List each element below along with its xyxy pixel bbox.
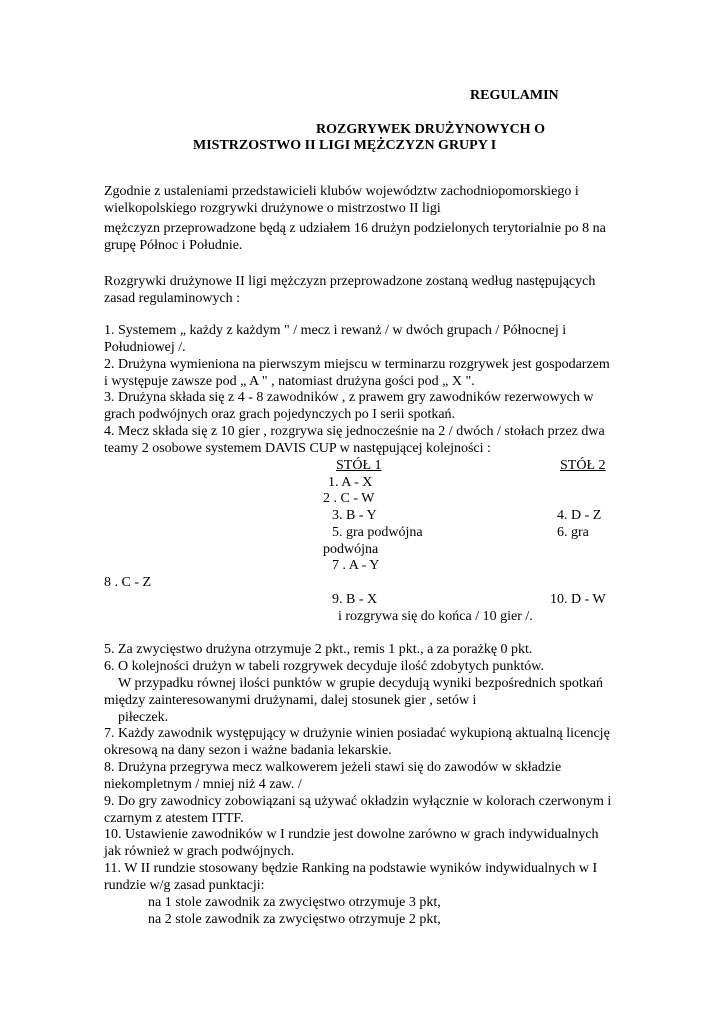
table-header-stol-1: STÓŁ 1 (336, 458, 382, 473)
rule-line: czarnym z atestem ITTF. (104, 811, 244, 826)
rule-line: między zainteresowanymi drużynami, dalej stosunek gier , setów i (104, 693, 477, 708)
document-subtitle-line-2: MISTRZOSTWO II LIGI MĘŻCZYZN GRUPY I (193, 138, 497, 153)
game-entry: 8 . C - Z (104, 575, 152, 590)
rule-line: 5. Za zwycięstwo drużyna otrzymuje 2 pkt., remis 1 pkt., a za porażkę 0 pkt. (104, 642, 533, 657)
rule-line: teamy 2 osobowe systemem DAVIS CUP w następującej kolejności : (104, 441, 491, 456)
rule-line: i występuje zawsze pod „ A " , natomiast drużyna gości pod „ X ". (104, 374, 475, 389)
game-entry: 10. D - W (550, 592, 606, 607)
game-entry: 4. D - Z (557, 508, 602, 523)
rule-line: na 2 stole zawodnik za zwycięstwo otrzymuje 2 pkt, (148, 912, 441, 927)
rule-line: 4. Mecz składa się z 10 gier , rozgrywa się jednocześnie na 2 / dwóch / stołach przez dwa (104, 424, 605, 439)
intro-line: grupę Północ i Południe. (104, 238, 243, 253)
document-title: REGULAMIN (470, 88, 559, 103)
rule-line: 7. Każdy zawodnik występujący w drużynie winien posiadać wykupioną aktualną licencję (104, 726, 610, 741)
game-entry: 1. A - X (328, 475, 373, 490)
rule-line: W przypadku równej ilości punktów w grupie decydują wyniki bezpośrednich spotkań (118, 676, 603, 691)
rule-line: okresową na dany sezon i ważne badania lekarskie. (104, 743, 392, 758)
document-subtitle-line-1: ROZGRYWEK DRUŻYNOWYCH O (316, 122, 545, 137)
rule-line: 6. O kolejności drużyn w tabeli rozgrywek decyduje ilość zdobytych punktów. (104, 659, 544, 674)
rule-line: 9. Do gry zawodnicy zobowiązani są używać okładzin wyłącznie w kolorach czerwonym i (104, 794, 612, 809)
game-entry: 2 . C - W (323, 491, 375, 506)
game-entry: podwójna (323, 542, 379, 557)
rule-line: na 1 stole zawodnik za zwycięstwo otrzymuje 3 pkt, (148, 895, 441, 910)
intro-line: mężczyzn przeprowadzone będą z udziałem 16 drużyn podzielonych terytorialnie po 8 na (104, 221, 606, 236)
intro-line: wielkopolskiego rozgrywki drużynowe o mistrzostwo II ligi (104, 201, 441, 216)
game-entry: 7 . A - Y (332, 558, 380, 573)
rule-line: 10. Ustawienie zawodników w I rundzie jest dowolne zarówno w grach indywidualnych (104, 827, 599, 842)
rules-intro-line: zasad regulaminowych : (104, 291, 241, 306)
rule-line: 2. Drużyna wymieniona na pierwszym miejscu w terminarzu rozgrywek jest gospodarzem (104, 357, 610, 372)
rule-line: 3. Drużyna składa się z 4 - 8 zawodników , z prawem gry zawodników rezerwowych w (104, 390, 594, 405)
rule-line: 11. W II rundzie stosowany będzie Ranking na podstawie wyników indywidualnych w I (104, 861, 598, 876)
rule-line: 1. Systemem „ każdy z każdym " / mecz i rewanż / w dwóch grupach / Północnej i (104, 323, 567, 338)
rule-line: 8. Drużyna przegrywa mecz walkowerem jeżeli stawi się do zawodów w składzie (104, 760, 562, 775)
game-entry: 3. B - Y (332, 508, 377, 523)
intro-line: Zgodnie z ustaleniami przedstawicieli klubów województw zachodniopomorskiego i (104, 184, 579, 199)
game-entry: 5. gra podwójna (332, 525, 423, 540)
table-header-stol-2: STÓŁ 2 (560, 458, 606, 473)
game-entry: 6. gra (557, 525, 589, 540)
rule-line: Południowej /. (104, 340, 186, 355)
rule-line: piłeczek. (118, 710, 169, 725)
game-entry: 9. B - X (332, 592, 378, 607)
rule-line: niekompletnym / mniej niż 4 zaw. / (104, 777, 302, 792)
table-end-note: i rozgrywa się do końca / 10 gier /. (338, 609, 533, 624)
rule-line: jak również w grach podwójnych. (104, 844, 295, 859)
rules-intro-line: Rozgrywki drużynowe II ligi mężczyzn przeprowadzone zostaną według następujących (104, 274, 596, 289)
rule-line: rundzie w/g zasad punktacji: (104, 878, 265, 893)
rule-line: grach podwójnych oraz grach pojedynczych po I serii spotkań. (104, 407, 456, 422)
